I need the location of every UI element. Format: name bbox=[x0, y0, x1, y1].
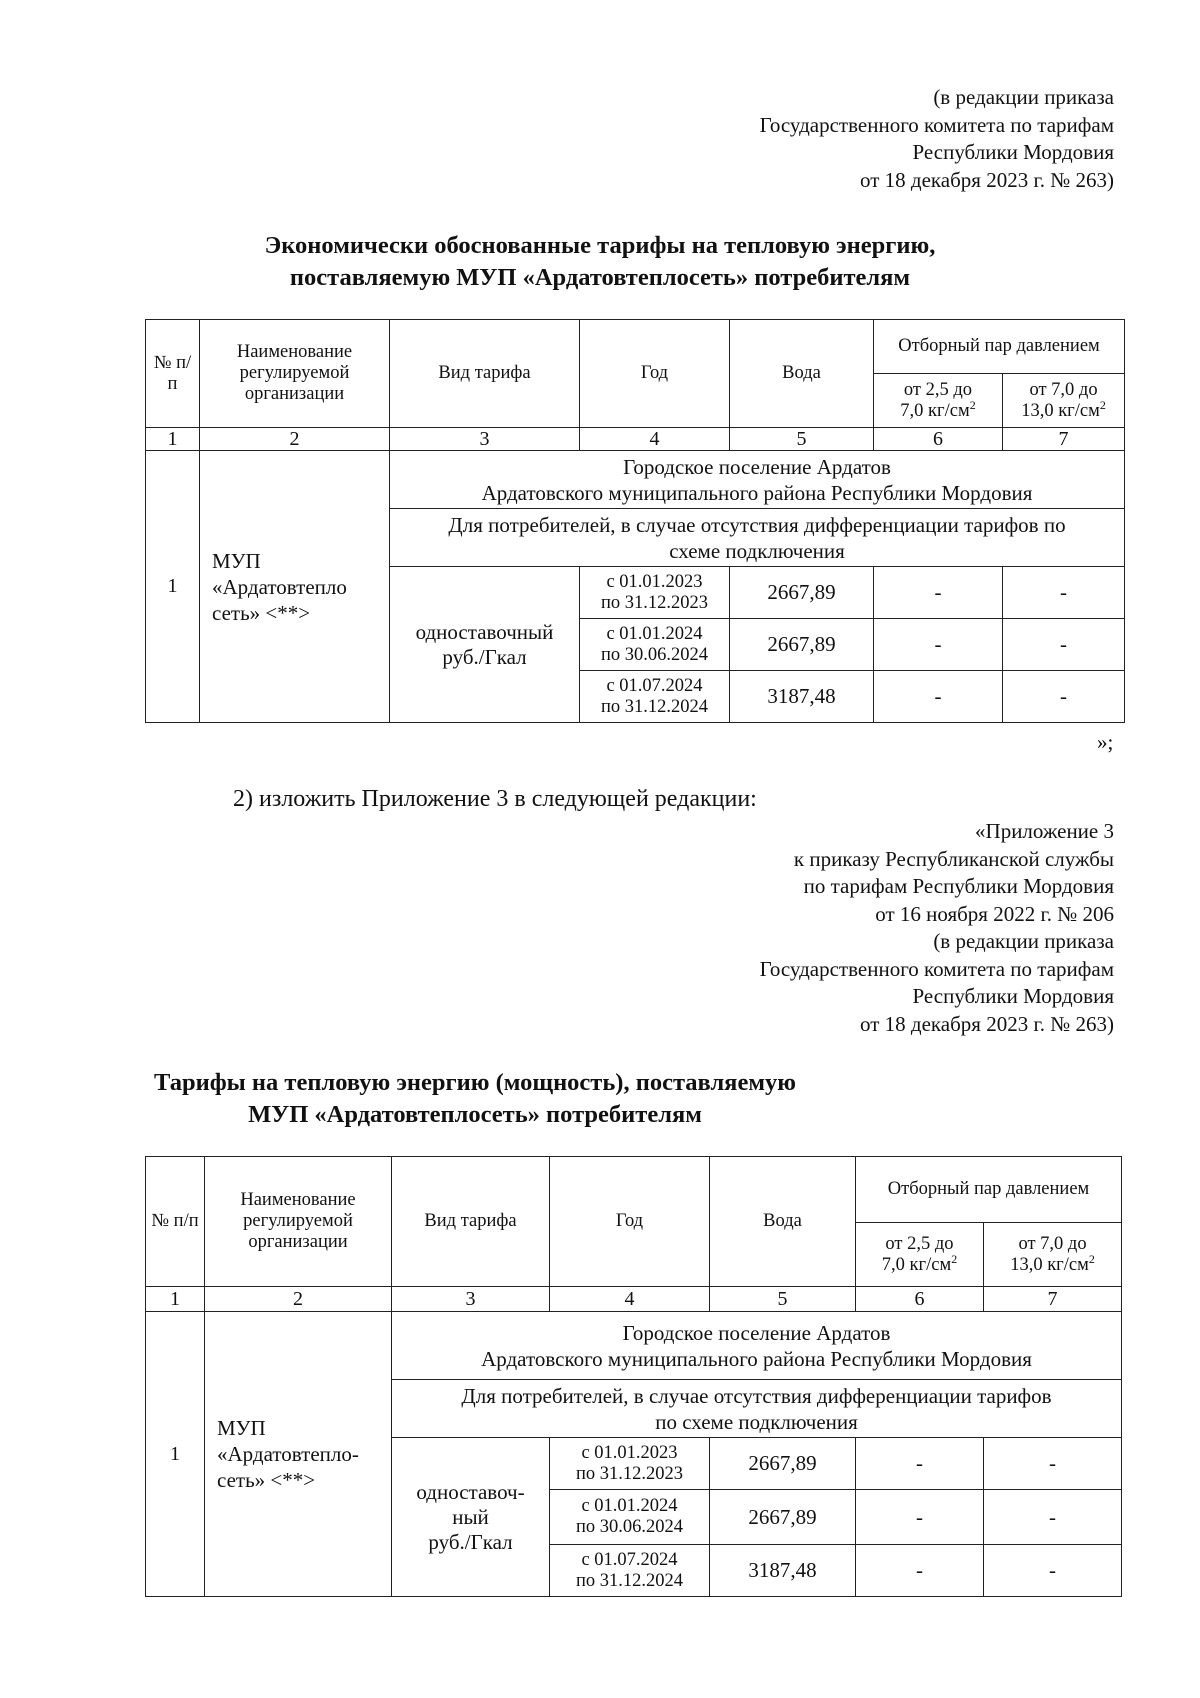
settlement-line: Городское поселение Ардатов bbox=[623, 454, 891, 479]
closing-quote: »; bbox=[1097, 730, 1114, 754]
col-number: 1 bbox=[146, 1287, 205, 1312]
header-steam-low-line-2: 7,0 кг/см bbox=[900, 400, 970, 421]
title-line: Экономически обоснованные тарифы на тепловую энергию, bbox=[264, 232, 936, 259]
settlement-cell bbox=[392, 1312, 1122, 1380]
header-steam-low-line-1: от 2,5 до bbox=[903, 379, 973, 400]
tariff-kind-line: руб./Гкал bbox=[442, 644, 527, 669]
title-line: МУП «Ардатовтеплосеть» потребителям bbox=[248, 1101, 702, 1128]
period-from: с 01.07.2024 bbox=[606, 675, 703, 696]
header-steam-low bbox=[856, 1223, 984, 1287]
header-note-1 bbox=[760, 84, 1114, 194]
steam-high-value: - bbox=[984, 1490, 1122, 1545]
period-cell bbox=[550, 1438, 710, 1490]
tariff-table-2 bbox=[145, 1156, 1122, 1597]
tariff-kind-line: ный bbox=[452, 1504, 489, 1529]
col-number: 3 bbox=[390, 428, 580, 451]
org-name bbox=[205, 1312, 392, 1597]
header-steam-high-line-1: от 7,0 до bbox=[1018, 1233, 1087, 1254]
header-note-line: Государственного комитета по тарифам bbox=[759, 112, 1114, 137]
table-2-title bbox=[0, 1067, 1075, 1131]
org-name-line: сеть» <**> bbox=[217, 1468, 316, 1492]
settlement-line: Ардатовского муниципального района Республики Мордовия bbox=[481, 1346, 1032, 1371]
tariff-table-1 bbox=[145, 319, 1125, 723]
instruction-text: 2) изложить Приложение 3 в следующей редакции: bbox=[233, 786, 757, 812]
water-value: 3187,48 bbox=[730, 671, 874, 723]
steam-high-value: - bbox=[1003, 619, 1125, 671]
header-kind: Вид тарифа bbox=[390, 320, 580, 428]
row-number: 1 bbox=[146, 451, 200, 723]
consumers-cell bbox=[392, 1380, 1122, 1438]
header-note-line: от 16 ноября 2022 г. № 206 bbox=[875, 901, 1114, 926]
settlement-cell bbox=[390, 451, 1125, 509]
consumers-line: по схеме подключения bbox=[655, 1409, 858, 1434]
header-year: Год bbox=[580, 320, 730, 428]
header-note-line: (в редакции приказа bbox=[933, 85, 1114, 109]
settlement-line: Городское поселение Ардатов bbox=[622, 1320, 891, 1345]
settlement-line: Ардатовского муниципального района Республики Мордовия bbox=[481, 480, 1033, 505]
steam-high-value: - bbox=[984, 1545, 1122, 1597]
period-cell bbox=[580, 671, 730, 723]
water-value: 2667,89 bbox=[730, 619, 874, 671]
header-water: Вода bbox=[710, 1157, 856, 1287]
period-cell bbox=[550, 1545, 710, 1597]
header-steam: Отборный пар давлением bbox=[856, 1157, 1122, 1223]
steam-low-value: - bbox=[856, 1490, 984, 1545]
period-to: по 30.06.2024 bbox=[600, 644, 709, 665]
steam-high-value: - bbox=[1003, 567, 1125, 619]
col-number: 1 bbox=[146, 428, 200, 451]
header-note-line: «Приложение 3 bbox=[975, 819, 1114, 843]
period-cell bbox=[580, 567, 730, 619]
org-name-line: «Ардатовтепло bbox=[212, 574, 347, 599]
header-water: Вода bbox=[730, 320, 874, 428]
header-note-line: Республики Мордовия bbox=[912, 984, 1114, 1008]
col-number: 5 bbox=[730, 428, 874, 451]
header-org: Наименование регулируемой организации bbox=[200, 320, 390, 428]
tariff-kind-line: одноставочный bbox=[415, 619, 554, 644]
col-number: 4 bbox=[550, 1287, 710, 1312]
superscript: 2 bbox=[951, 1251, 958, 1266]
period-from: с 01.01.2024 bbox=[581, 1496, 678, 1516]
header-year: Год bbox=[550, 1157, 710, 1287]
header-org: Наименование регулируемой организации bbox=[205, 1157, 392, 1287]
period-to: по 30.06.2024 bbox=[575, 1517, 684, 1537]
col-number: 2 bbox=[205, 1287, 392, 1312]
header-note-line: от 18 декабря 2023 г. № 263) bbox=[860, 167, 1114, 192]
superscript: 2 bbox=[1099, 397, 1106, 412]
header-steam-low-line-2: 7,0 кг/см bbox=[881, 1254, 952, 1275]
water-value: 2667,89 bbox=[730, 567, 874, 619]
steam-high-value: - bbox=[1003, 671, 1125, 723]
consumers-line: схеме подключения bbox=[669, 538, 845, 563]
header-note-line: от 18 декабря 2023 г. № 263) bbox=[860, 1011, 1114, 1036]
period-from: с 01.01.2023 bbox=[581, 1442, 678, 1463]
water-value: 3187,48 bbox=[710, 1545, 856, 1597]
col-number: 2 bbox=[200, 428, 390, 451]
col-number: 5 bbox=[710, 1287, 856, 1312]
header-steam-high bbox=[984, 1223, 1122, 1287]
superscript: 2 bbox=[1088, 1251, 1095, 1266]
consumers-line: Для потребителей, в случае отсутствия дифференциации тарифов по bbox=[448, 512, 1066, 537]
header-note-line: (в редакции приказа bbox=[933, 929, 1114, 953]
org-name-line: МУП bbox=[212, 548, 261, 573]
org-name-line: «Ардатовтепло- bbox=[217, 1442, 359, 1466]
header-steam-high-line-2: 13,0 кг/см bbox=[1010, 1254, 1089, 1275]
steam-high-value: - bbox=[984, 1438, 1122, 1490]
title-line: поставляемую МУП «Ардатовтеплосеть» потребителям bbox=[289, 264, 911, 291]
period-to: по 31.12.2024 bbox=[600, 696, 709, 717]
consumers-cell bbox=[390, 509, 1125, 567]
header-steam-high bbox=[1003, 374, 1125, 428]
header-num: № п/п bbox=[146, 1157, 205, 1287]
consumers-line: Для потребителей, в случае отсутствия дифференциации тарифов bbox=[461, 1383, 1052, 1408]
org-name bbox=[200, 451, 390, 723]
tariff-kind-line: одноставоч- bbox=[416, 1479, 525, 1504]
steam-low-value: - bbox=[856, 1438, 984, 1490]
period-from: с 01.01.2023 bbox=[606, 571, 703, 592]
header-note-2 bbox=[760, 818, 1114, 1038]
row-number: 1 bbox=[146, 1312, 205, 1597]
steam-low-value: - bbox=[874, 567, 1003, 619]
steam-low-value: - bbox=[874, 671, 1003, 723]
tariff-kind bbox=[392, 1438, 550, 1597]
col-number: 4 bbox=[580, 428, 730, 451]
water-value: 2667,89 bbox=[710, 1438, 856, 1490]
period-cell bbox=[550, 1490, 710, 1545]
header-steam: Отборный пар давлением bbox=[874, 320, 1125, 374]
steam-low-value: - bbox=[856, 1545, 984, 1597]
header-steam-high-line-1: от 7,0 до bbox=[1029, 379, 1098, 400]
header-note-line: Государственного комитета по тарифам bbox=[759, 956, 1114, 981]
col-number: 7 bbox=[1003, 428, 1125, 451]
header-num: № п/п bbox=[146, 320, 200, 428]
org-name-line: МУП bbox=[217, 1416, 266, 1440]
superscript: 2 bbox=[969, 397, 976, 412]
tariff-kind bbox=[390, 567, 580, 723]
steam-low-value: - bbox=[874, 619, 1003, 671]
period-to: по 31.12.2023 bbox=[575, 1463, 684, 1484]
col-number: 6 bbox=[856, 1287, 984, 1312]
period-cell bbox=[580, 619, 730, 671]
period-from: с 01.01.2024 bbox=[606, 623, 703, 644]
header-note-line: по тарифам Республики Мордовия bbox=[803, 874, 1114, 898]
col-number: 7 bbox=[984, 1287, 1122, 1312]
tariff-kind-line: руб./Гкал bbox=[428, 1529, 513, 1554]
header-note-line: Республики Мордовия bbox=[912, 140, 1114, 164]
water-value: 2667,89 bbox=[710, 1490, 856, 1545]
col-number: 6 bbox=[874, 428, 1003, 451]
table-1-title bbox=[0, 230, 1200, 294]
header-kind: Вид тарифа bbox=[392, 1157, 550, 1287]
header-steam-low bbox=[874, 374, 1003, 428]
header-note-line: к приказу Республиканской службы bbox=[793, 846, 1114, 871]
period-to: по 31.12.2024 bbox=[575, 1570, 684, 1591]
col-number: 3 bbox=[392, 1287, 550, 1312]
period-from: с 01.07.2024 bbox=[581, 1549, 678, 1570]
period-to: по 31.12.2023 bbox=[600, 592, 709, 613]
header-steam-high-line-2: 13,0 кг/см bbox=[1021, 400, 1100, 421]
header-steam-low-line-1: от 2,5 до bbox=[885, 1233, 954, 1254]
org-name-line: сеть» <**> bbox=[212, 600, 311, 625]
title-line: Тарифы на тепловую энергию (мощность), поставляемую bbox=[154, 1069, 796, 1096]
